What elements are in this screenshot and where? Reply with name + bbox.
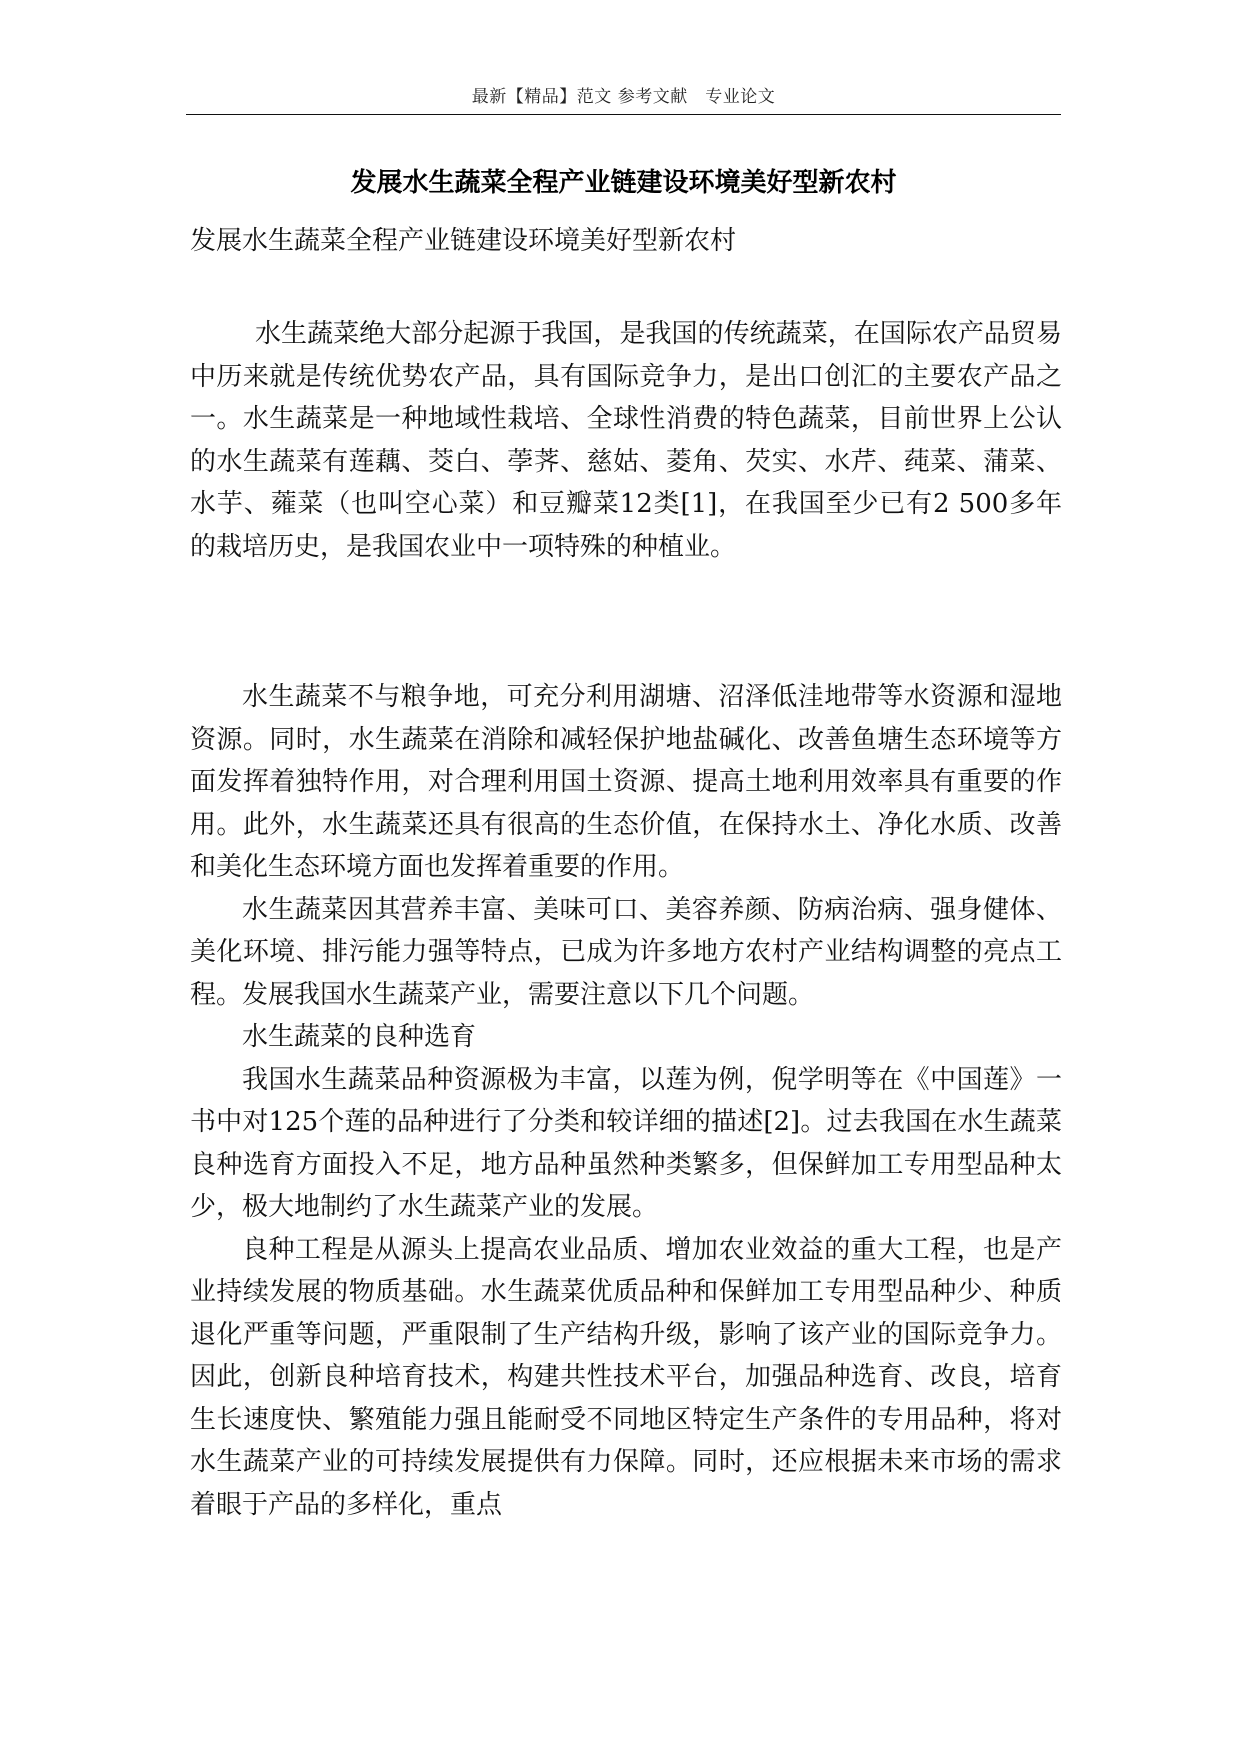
paragraph: 我国水生蔬菜品种资源极为丰富，以莲为例，倪学明等在《中国莲》一书中对125个莲的品种进行了分类和较详细的描述[2]。过去我国在水生蔬菜良种选育方面投入不足，地方品种虽然种类繁多，但保鲜加工专用型品种太少，极大地制约了水生蔬菜产业的发展。	[190, 1064, 1062, 1222]
section-heading: 水生蔬菜的良种选育	[242, 1022, 477, 1052]
body-section-1	[190, 313, 1062, 568]
paragraph: 良种工程是从源头上提高农业品质、增加农业效益的重大工程，也是产业持续发展的物质基础。水生蔬菜优质品种和保鲜加工专用型品种少、种质退化严重等问题，严重限制了生产结构升级，影响了该产业的国际竞争力。因此，创新良种培育技术，构建共性技术平台，加强品种选育、改良，培育生长速度快、繁殖能力强且能耐受不同地区特定生产条件的专用品种，将对水生蔬菜产业的可持续发展提供有力保障。同时，还应根据未来市场的需求着眼于产品的多样化，重点	[190, 1234, 1062, 1520]
paragraph: 水生蔬菜因其营养丰富、美味可口、美容养颜、防病治病、强身健体、美化环境、排污能力强等特点，已成为许多地方农村产业结构调整的亮点工程。发展我国水生蔬菜产业，需要注意以下几个问题。	[190, 894, 1062, 1010]
document-subtitle: 发展水生蔬菜全程产业链建设环境美好型新农村	[190, 226, 737, 256]
body-section-2	[190, 676, 1062, 1526]
paragraph: 水生蔬菜不与粮争地，可充分利用湖塘、沼泽低洼地带等水资源和湿地资源。同时，水生蔬菜在消除和减轻保护地盐碱化、改善鱼塘生态环境等方面发挥着独特作用，对合理利用国土资源、提高土地利用效率具有重要的作用。此外，水生蔬菜还具有很高的生态价值，在保持水土、净化水质、改善和美化生态环境方面也发挥着重要的作用。	[190, 682, 1062, 882]
header-divider	[186, 114, 1061, 115]
document-title: 发展水生蔬菜全程产业链建设环境美好型新农村	[350, 168, 897, 198]
page-header: 最新【精品】范文 参考文献 专业论文	[471, 87, 776, 107]
paragraph: 水生蔬菜绝大部分起源于我国，是我国的传统蔬菜，在国际农产品贸易中历来就是传统优势农产品，具有国际竞争力，是出口创汇的主要农产品之一。水生蔬菜是一种地域性栽培、全球性消费的特色蔬菜，目前世界上公认的水生蔬菜有莲藕、茭白、荸荠、慈姑、菱角、芡实、水芹、莼菜、蒲菜、水芋、蕹菜（也叫空心菜）和豆瓣菜12类[1]，在我国至少已有2 500多年的栽培历史，是我国农业中一项特殊的种植业。	[190, 319, 1062, 562]
